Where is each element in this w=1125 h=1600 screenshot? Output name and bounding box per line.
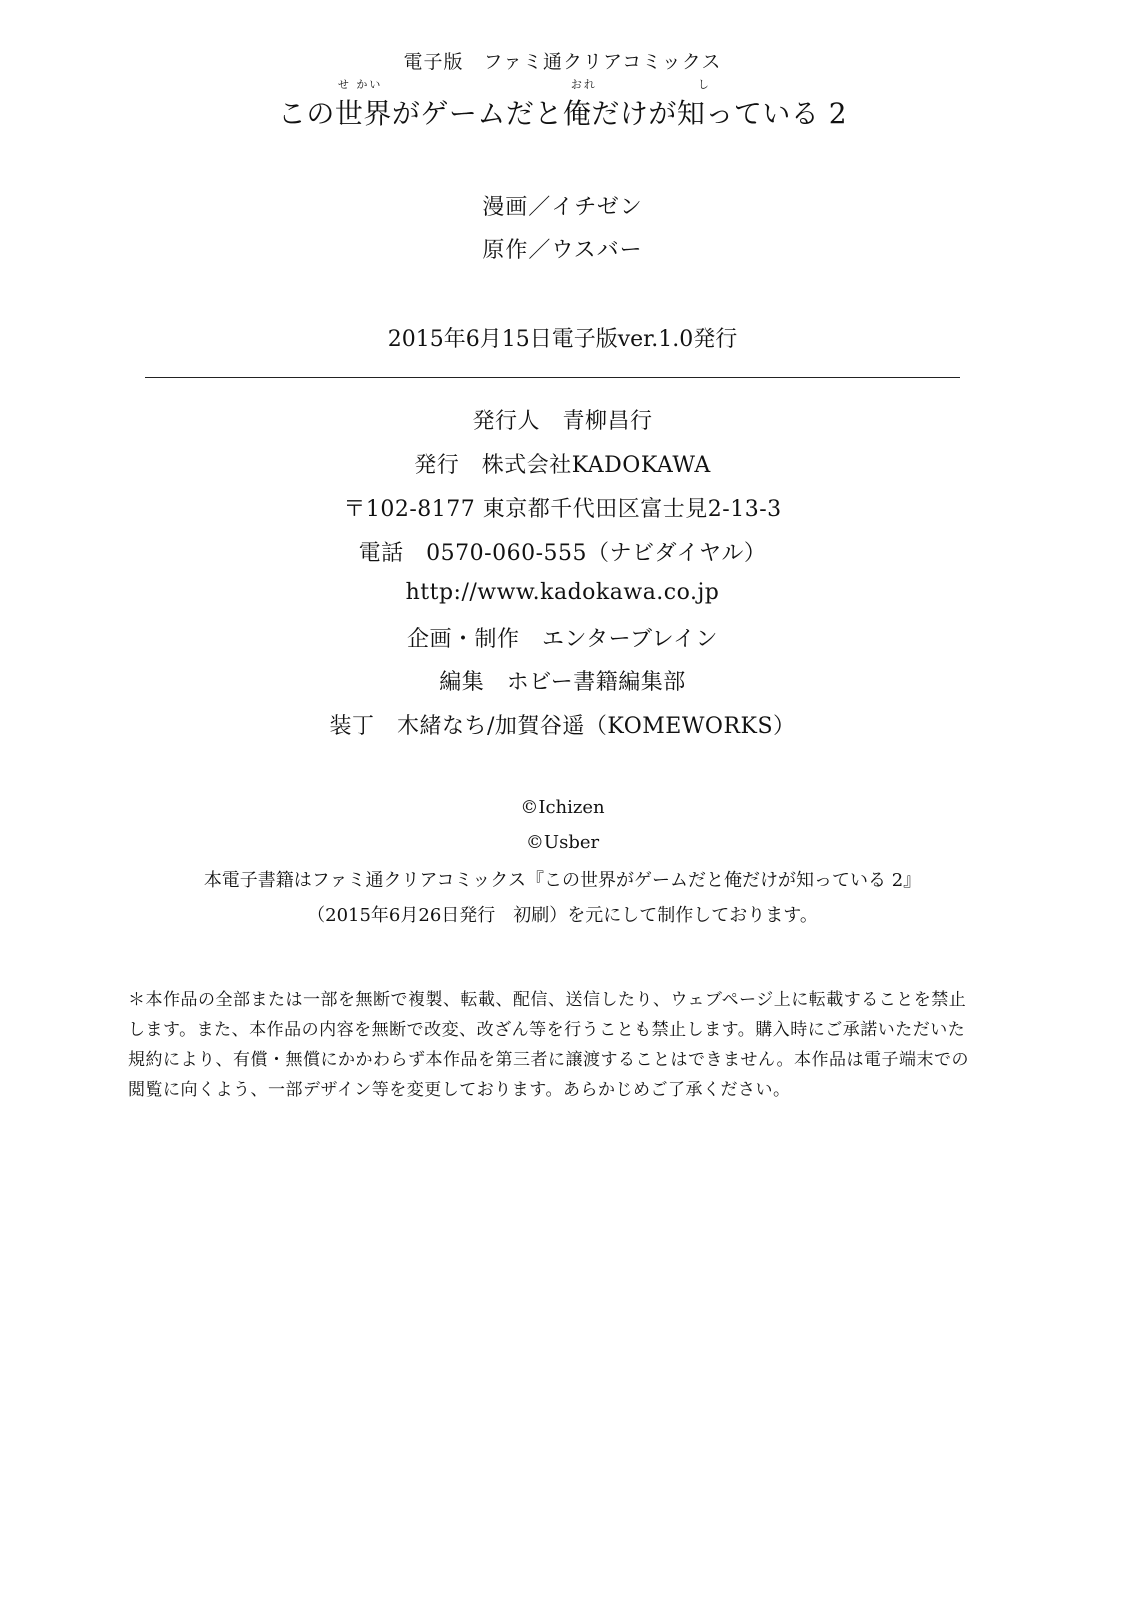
imprint-publisher-person: 発行人 青柳昌行 <box>472 409 653 434</box>
book-title: この世界がゲームだと俺だけが知っている 2 <box>277 97 848 130</box>
copyright-usber: ©Usber <box>525 832 600 853</box>
title-block <box>0 76 1125 132</box>
imprint-design: 装丁 木緒なち/加賀谷遥（KOMEWORKS） <box>329 714 796 739</box>
legal-notice-line-3: 規約により、有償・無償にかかわらず本作品を第三者に譲渡することはできません。本作品は電子端末での <box>128 1050 970 1070</box>
book-title-container <box>278 76 847 132</box>
imprint-planning: 企画・制作 エンターブレイン <box>406 627 719 652</box>
legal-notice-line-4: 閲覧に向くよう、一部デザイン等を変更しております。あらかじめご了承ください。 <box>128 1080 791 1100</box>
copyright-ichizen: ©Ichizen <box>520 797 605 818</box>
imprint-phone: 電話 0570-060-555（ナビダイヤル） <box>358 541 767 566</box>
source-note-line-2: （2015年6月26日発行 初刷）を元にして制作しております。 <box>307 905 818 926</box>
imprint-address: 〒102-8177 東京都千代田区富士見2-13-3 <box>343 497 782 522</box>
legal-notice-line-2: します。また、本作品の内容を無断で改変、改ざん等を行うことも禁止します。購入時にご承諾いただいた <box>128 1020 966 1040</box>
publication-date: 2015年6月15日電子版ver.1.0発行 <box>387 327 738 352</box>
credit-original: 原作／ウスバー <box>482 238 643 263</box>
credit-manga: 漫画／イチゼン <box>482 195 643 220</box>
legal-notice-line-1: ＊本作品の全部または一部を無断で複製、転載、配信、送信したり、ウェブページ上に転載することを禁止 <box>128 990 967 1010</box>
title-ruby-sekai: せ かい <box>337 78 383 91</box>
source-note-line-1: 本電子書籍はファミ通クリアコミックス『この世界がゲームだと俺だけが知っている 2』 <box>203 870 922 891</box>
title-ruby-shi: し <box>697 78 711 91</box>
title-ruby-ore: おれ <box>570 78 597 91</box>
imprint-editing: 編集 ホビー書籍編集部 <box>439 670 686 695</box>
divider-line <box>145 377 960 378</box>
legal-notice <box>128 985 978 1105</box>
series-label: 電子版 ファミ通クリアコミックス <box>403 51 722 73</box>
imprint-url: http://www.kadokawa.co.jp <box>405 580 720 605</box>
imprint-publisher-company: 発行 株式会社KADOKAWA <box>414 453 711 478</box>
